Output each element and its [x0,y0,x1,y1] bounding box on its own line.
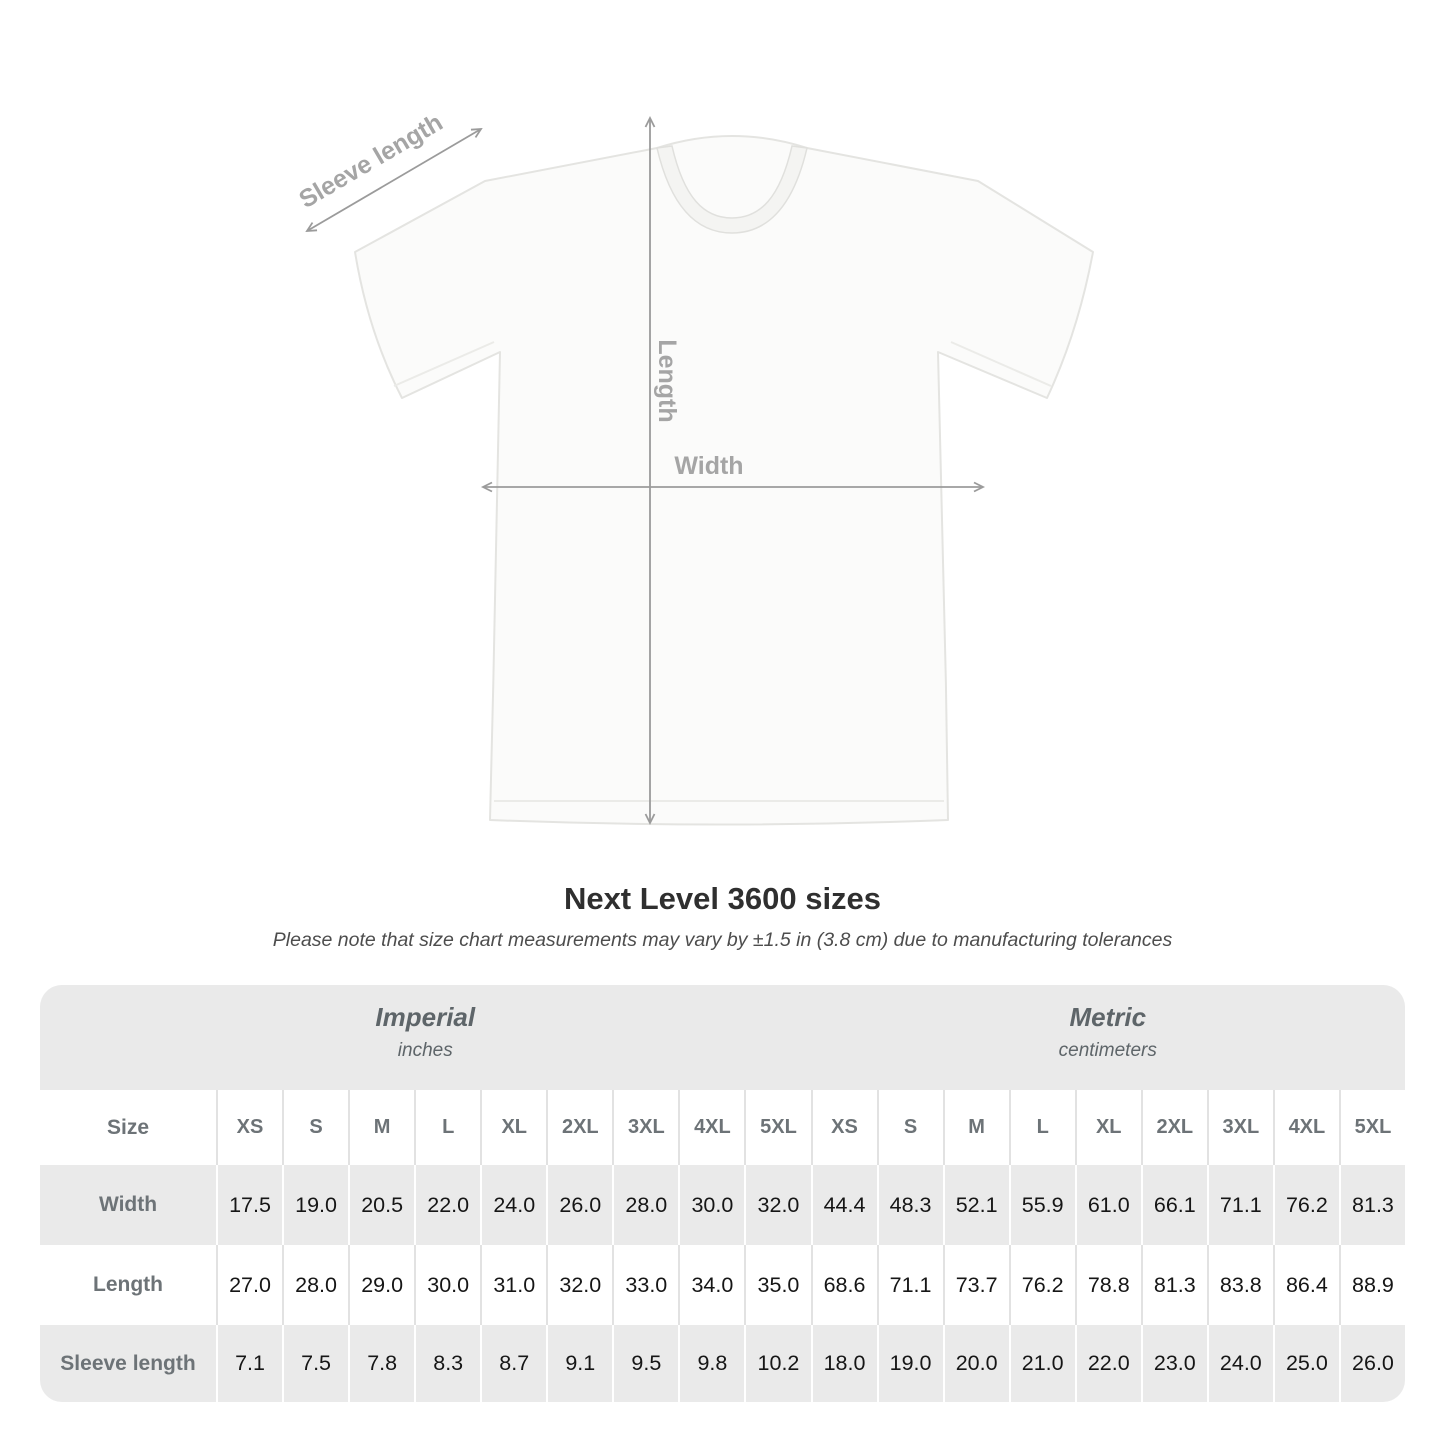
size-value-cell: 17.5 [216,1165,282,1245]
size-value-cell: 81.3 [1339,1165,1405,1245]
size-value-cell: 9.5 [612,1325,678,1402]
size-value-cell: 19.0 [877,1325,943,1402]
size-column-header: XS [811,1090,877,1165]
size-value-cell: 7.5 [282,1325,348,1402]
size-value-cell: 33.0 [612,1245,678,1325]
size-value-cell: 7.8 [348,1325,414,1402]
size-value-cell: 71.1 [1207,1165,1273,1245]
size-column-header: 3XL [1207,1090,1273,1165]
unit-header-imperial [40,985,811,1090]
width-label: Width [674,452,744,480]
size-column-header: XL [480,1090,546,1165]
size-column-header: L [414,1090,480,1165]
unit-header-metric-unit: centimeters [1058,1039,1157,1061]
column-header-size: Size [40,1090,216,1165]
size-chart-table [40,985,1405,1402]
size-value-cell: 31.0 [480,1245,546,1325]
size-value-cell: 8.7 [480,1325,546,1402]
size-column-header: 5XL [744,1090,810,1165]
size-column-header: 2XL [546,1090,612,1165]
tshirt-body [355,136,1093,825]
row-label-width: Width [40,1165,216,1245]
size-column-header: M [943,1090,1009,1165]
size-value-cell: 78.8 [1075,1245,1141,1325]
size-value-cell: 35.0 [744,1245,810,1325]
size-value-cell: 73.7 [943,1245,1009,1325]
size-value-cell: 8.3 [414,1325,480,1402]
size-value-cell: 24.0 [480,1165,546,1245]
size-value-cell: 22.0 [414,1165,480,1245]
page-title: Next Level 3600 sizes [563,881,882,916]
size-value-cell: 9.8 [678,1325,744,1402]
size-value-cell: 32.0 [744,1165,810,1245]
unit-header-imperial-label: Imperial [375,1001,476,1032]
length-label: Length [653,339,681,423]
size-column-header: 4XL [1273,1090,1339,1165]
size-value-cell: 28.0 [282,1245,348,1325]
page-subtitle: Please note that size chart measurements may vary by ±1.5 in (3.8 cm) due to manufacturing tolerances [272,929,1173,951]
size-value-cell: 26.0 [1339,1325,1405,1402]
size-value-cell: 22.0 [1075,1325,1141,1402]
size-value-cell: 9.1 [546,1325,612,1402]
size-value-cell: 44.4 [811,1165,877,1245]
size-column-header: XS [216,1090,282,1165]
size-value-cell: 61.0 [1075,1165,1141,1245]
size-value-cell: 28.0 [612,1165,678,1245]
size-column-header: S [877,1090,943,1165]
size-value-cell: 21.0 [1009,1325,1075,1402]
size-value-cell: 25.0 [1273,1325,1339,1402]
size-column-header: XL [1075,1090,1141,1165]
size-value-cell: 86.4 [1273,1245,1339,1325]
size-column-header: S [282,1090,348,1165]
unit-header-imperial-unit: inches [397,1039,453,1061]
row-label-sleeve-length: Sleeve length [40,1325,216,1402]
row-label-length: Length [40,1245,216,1325]
size-value-cell: 48.3 [877,1165,943,1245]
size-column-header: M [348,1090,414,1165]
size-value-cell: 52.1 [943,1165,1009,1245]
size-column-header: L [1009,1090,1075,1165]
size-value-cell: 68.6 [811,1245,877,1325]
size-value-cell: 55.9 [1009,1165,1075,1245]
size-value-cell: 34.0 [678,1245,744,1325]
size-value-cell: 30.0 [678,1165,744,1245]
unit-header-metric-label: Metric [1069,1001,1147,1032]
size-value-cell: 10.2 [744,1325,810,1402]
unit-header-metric [811,985,1406,1090]
size-value-cell: 7.1 [216,1325,282,1402]
size-value-cell: 29.0 [348,1245,414,1325]
size-value-cell: 26.0 [546,1165,612,1245]
size-value-cell: 76.2 [1273,1165,1339,1245]
size-value-cell: 83.8 [1207,1245,1273,1325]
size-value-cell: 20.5 [348,1165,414,1245]
size-value-cell: 19.0 [282,1165,348,1245]
size-value-cell: 88.9 [1339,1245,1405,1325]
size-value-cell: 20.0 [943,1325,1009,1402]
size-value-cell: 71.1 [877,1245,943,1325]
sleeve-length-label: Sleeve length [294,108,448,214]
size-value-cell: 66.1 [1141,1165,1207,1245]
size-column-header: 4XL [678,1090,744,1165]
size-column-header: 2XL [1141,1090,1207,1165]
size-value-cell: 76.2 [1009,1245,1075,1325]
size-value-cell: 30.0 [414,1245,480,1325]
size-column-header: 5XL [1339,1090,1405,1165]
size-value-cell: 18.0 [811,1325,877,1402]
size-value-cell: 32.0 [546,1245,612,1325]
size-value-cell: 81.3 [1141,1245,1207,1325]
size-column-header: 3XL [612,1090,678,1165]
size-value-cell: 23.0 [1141,1325,1207,1402]
size-value-cell: 24.0 [1207,1325,1273,1402]
size-value-cell: 27.0 [216,1245,282,1325]
